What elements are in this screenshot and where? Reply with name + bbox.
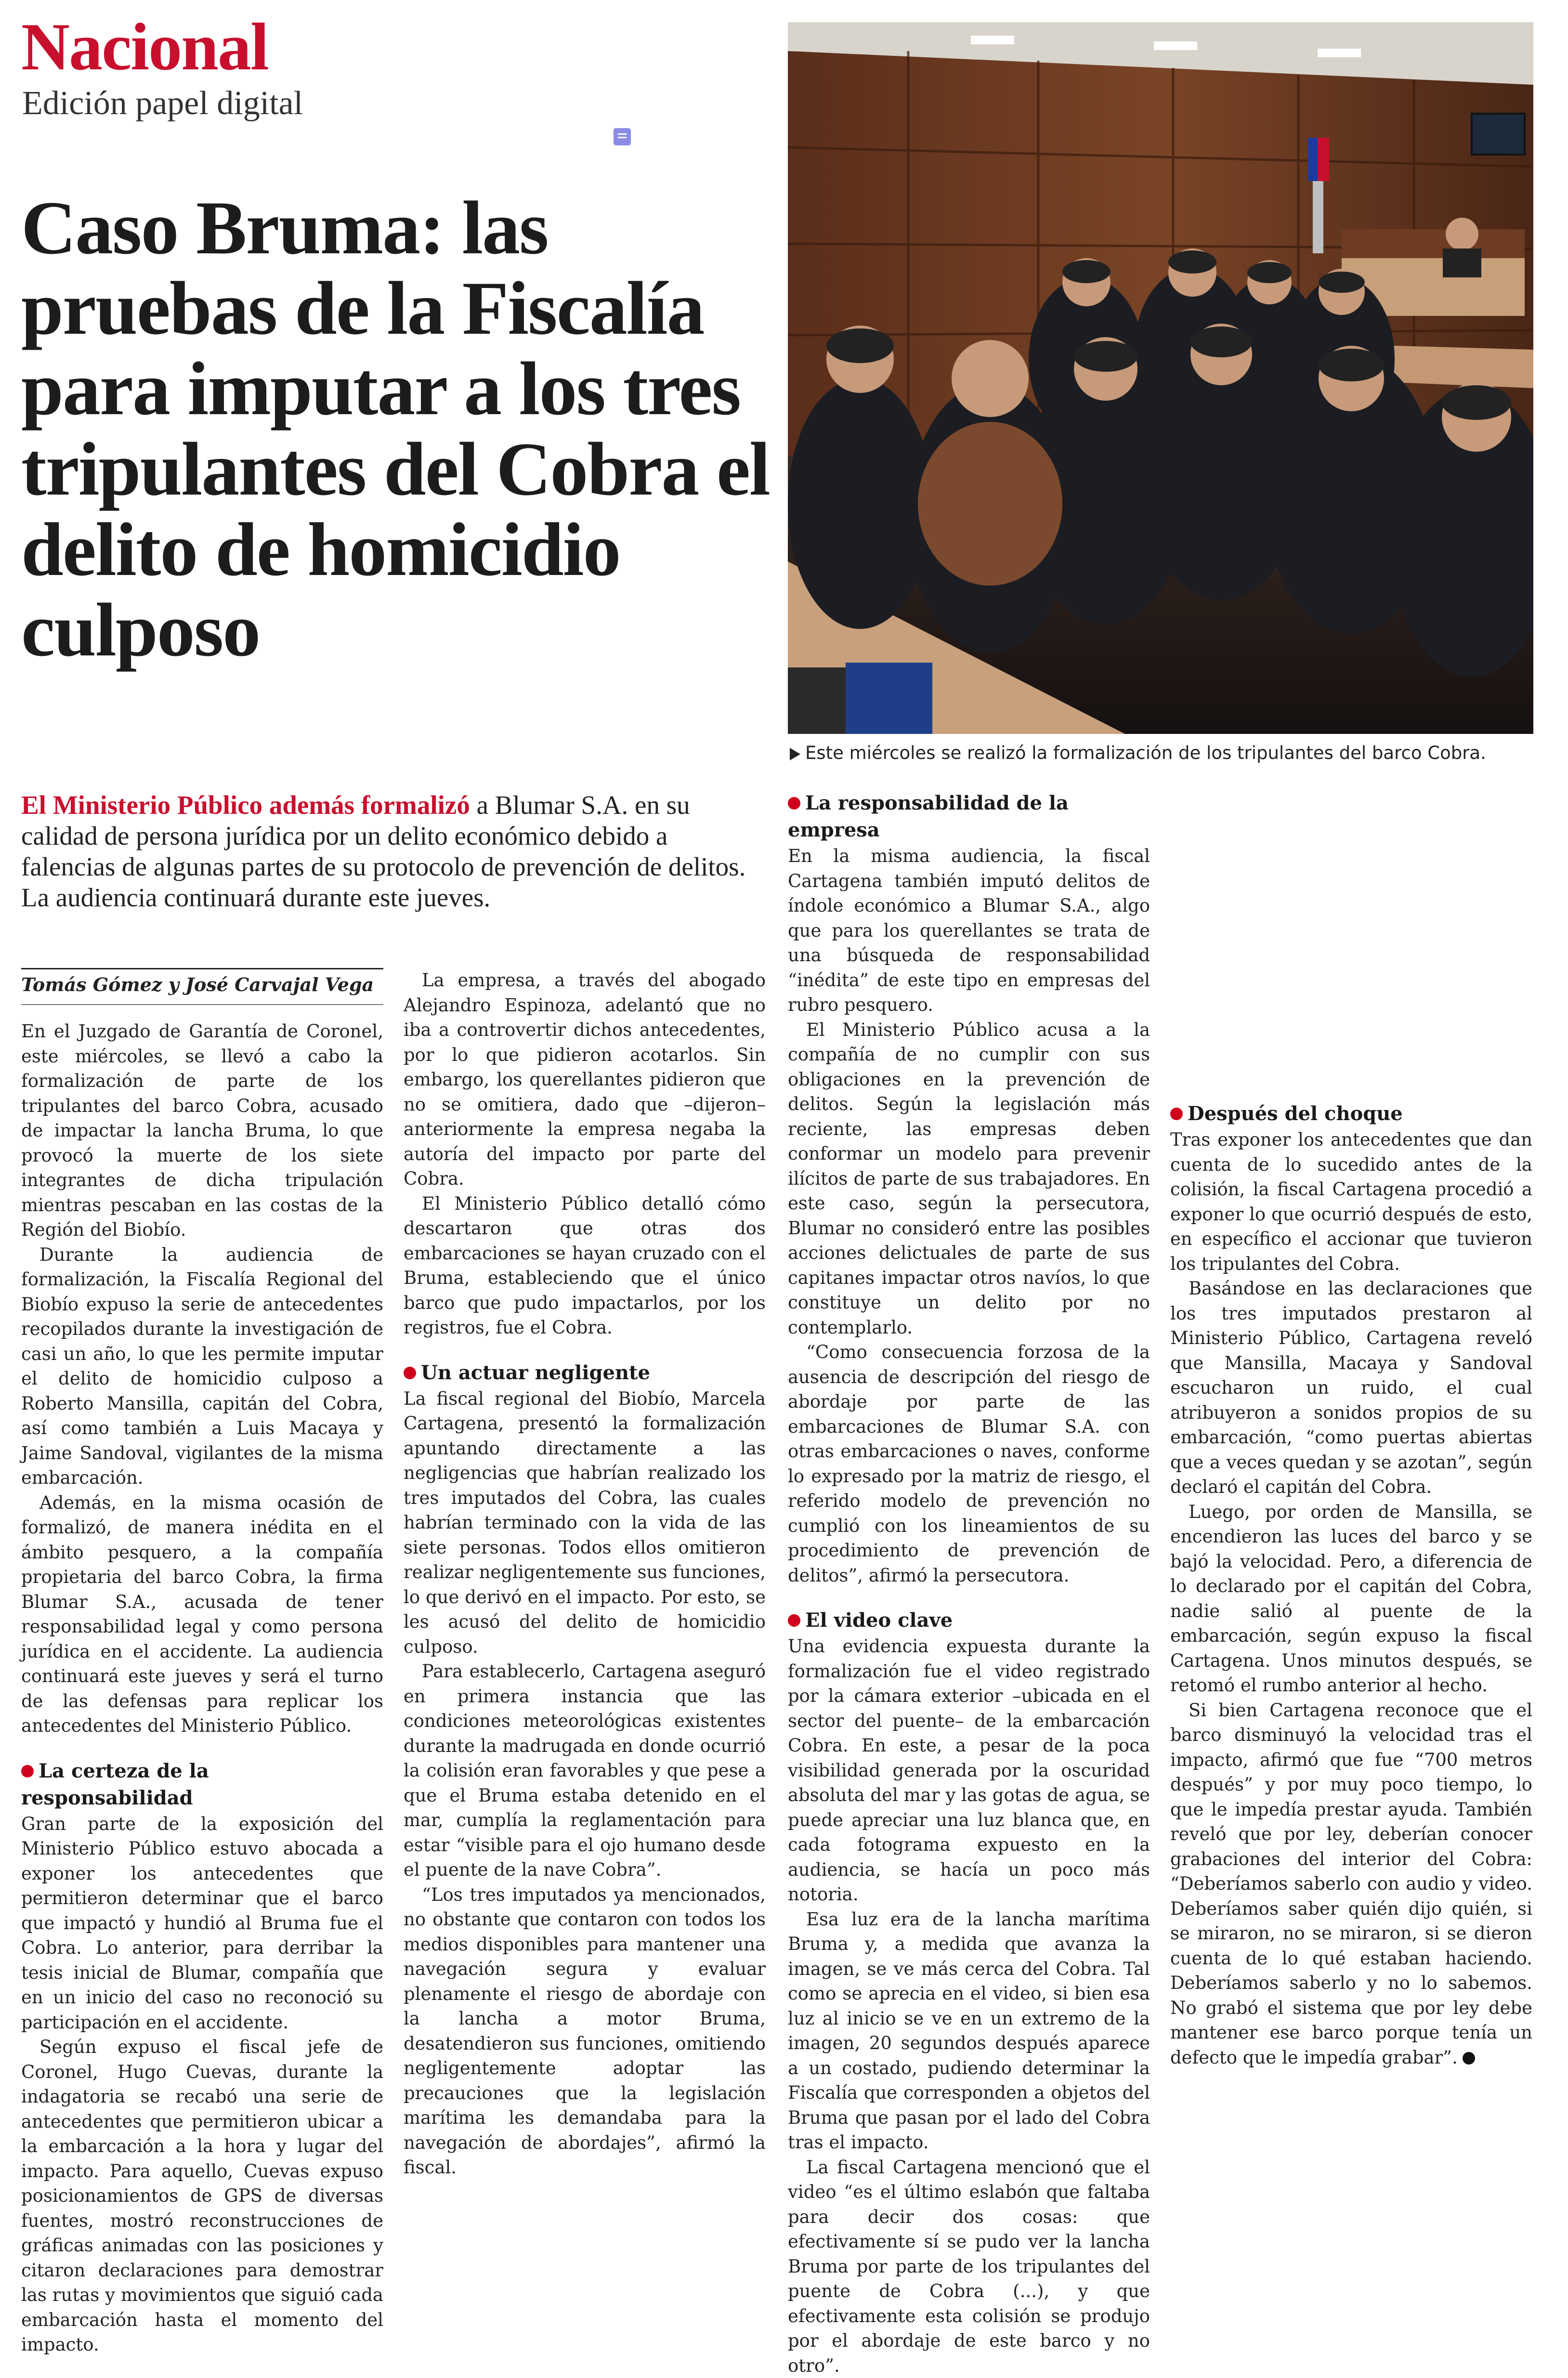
lead-text: a Blumar S.A. en su calidad de persona jurídica por un delito económico debido a falencias de algunas partes de su protocolo de prevención de delitos. La audiencia continuará durante este jueves.	[21, 790, 745, 912]
photo-caption	[790, 742, 1531, 765]
subhead-certeza	[21, 1758, 383, 1812]
body-paragraph: Una evidencia expuesta durante la formalización fue el video registrado por la cámara exterior –ubicada en el sector del puente– de la embarcación Cobra. En este, a pesar de la poca visibilidad generada por la oscuridad absoluta del mar y las gotas de agua, se puede apreciar una luz blanca que, en cada fotograma expuesto en la audiencia, se hacía un poco más notoria.	[788, 1634, 1150, 1907]
body-paragraph: Durante la audiencia de formalización, la Fiscalía Regional del Biobío expuso la serie de antecedentes recopilados durante la investigación de casi un año, lo que les permite imputar el delito de homicidio culposo a Roberto Mansilla, capitán del Cobra, así como también a Luis Macaya y Jaime Sandoval, vigilantes de la misma embarcación.	[21, 1242, 383, 1490]
subhead-label: Un actuar negligente	[421, 1361, 650, 1384]
subhead-negligente	[404, 1359, 766, 1386]
final-paragraph-text: Si bien Cartagena reconoce que el barco disminuyó la velocidad tras el impacto, afirmó que fue “700 metros después” y por muy poco tiempo, lo que le impedía prestar ayuda. También reveló que por ley, deberían conocer grabaciones del interior del Cobra: “Deberíamos saberlo con audio y video. Deberíamos saber quién dijo quién, si se miraron, no se miraron, si se dieron cuenta de lo qué estaban haciendo. Deberíamos saberlo y no lo sabemos. No grabó el sistema que por ley debe mantener ese barco porque tenía un defecto que le impedía grabar”.	[1170, 1700, 1532, 2068]
byline-bottom-rule	[21, 1004, 383, 1005]
subhead-despues	[1170, 1100, 1532, 1127]
byline: Tomás Gómez y José Carvajal Vega	[21, 974, 383, 995]
body-paragraph: Según expuso el fiscal jefe de Coronel, Hugo Cuevas, durante la indagatoria se recabó una serie de antecedentes que permitieron ubicar a la embarcación a la hora y lugar del impacto. Para aquello, Cuevas expuso posicionamientos de GPS de diversas fuentes, mostró reconstrucciones de gráficas animadas con las posiciones y citaron declaraciones para demostrar las rutas y movimientos que siguió cada embarcación hasta el momento del impacto.	[21, 2035, 383, 2357]
body-paragraph: Para establecerlo, Cartagena aseguró en primera instancia que las condiciones meteorológicas existentes durante la madrugada en donde ocurrió la colisión eran favorables y que pese a que el Bruma estaba detenido en el mar, cumplía la reglamentación para estar “visible para el ojo humano desde el puente de la nave Cobra”.	[404, 1659, 766, 1882]
body-paragraph: La fiscal Cartagena mencionó que el video “es el último eslabón que faltaba para decir dos cosas: que efectivamente sí se pudo ver la lancha Bruma por parte de los tripulantes del puente de Cobra (...), y que efectivamente esta colisión se produjo por el abordaje de este barco y no otro”.	[788, 2155, 1150, 2378]
subhead-label: La responsabilidad de la empresa	[788, 792, 1069, 841]
lead-highlight: El Ministerio Público además formalizó	[21, 790, 470, 820]
column-2	[404, 968, 766, 2180]
section-title: Nacional	[21, 13, 268, 81]
courtroom-photo	[788, 22, 1533, 734]
body-paragraph: En el Juzgado de Garantía de Coronel, este miércoles, se llevó a cabo la formalización de parte de los tripulantes del barco Cobra, acusado de impactar la lancha Bruma, lo que provocó la muerte de los siete integrantes de dicha tripulación mientras pescaban en las costas de la Región del Biobío.	[21, 1019, 383, 1242]
body-paragraph	[1170, 1698, 1532, 2070]
column-4	[1170, 1100, 1532, 2070]
body-paragraph: La fiscal regional del Biobío, Marcela Cartagena, presentó la formalización apuntando directamente a las negligencias que habrían realizado los tres imputados del Cobra, las cuales habrían terminado con la vida de las siete personas. Todos ellos omitieron realizar negligentemente sus funciones, lo que derivó en el impacto. Por esto, se les acusó del delito de homicidio culposo.	[404, 1386, 766, 1659]
body-paragraph: Además, en la misma ocasión de formalizó, de manera inédita en el ámbito pesquero, a la compañía propietaria del barco Cobra, la firma Blumar S.A., acusada de tener responsabilidad legal y como persona jurídica en el accidente. La audiencia continuará este jueves y será el turno de las defensas para replicar los antecedentes del Ministerio Público.	[21, 1490, 383, 1738]
body-paragraph: Basándose en las declaraciones que los tres imputados prestaron al Ministerio Público, Cartagena reveló que Mansilla, Macaya y Sandoval escucharon un ruido, el cual atribuyeron a sonidos propios de su embarcación, “como puertas abiertas que a veces quedan y se azotan”, según declaró el capitán del Cobra.	[1170, 1276, 1532, 1500]
body-paragraph: “Como consecuencia forzosa de la ausencia de descripción del riesgo de abordaje por parte de las embarcaciones de Blumar S.A. con otras embarcaciones o naves, conforme lo expresado por la matriz de riesgo, el referido modelo de prevención no cumplió con los lineamientos de su procedimiento de prevención de delitos”, afirmó la persecutora.	[788, 1340, 1150, 1588]
body-paragraph: El Ministerio Público acusa a la compañía de no cumplir con sus obligaciones en la prevención de delitos. Según la legislación más reciente, las empresas deben conformar un modelo para prevenir ilícitos de parte de sus trabajadores. En este caso, según la persecutora, Blumar no consideró entre las posibles acciones delictuales de parte de sus capitanes impactar otros navíos, lo que constituye un delito por no contemplarlo.	[788, 1018, 1150, 1340]
caption-arrow-icon	[790, 748, 800, 760]
subhead-empresa	[788, 790, 1150, 844]
note-icon[interactable]	[614, 128, 631, 145]
column-1	[21, 1019, 383, 2357]
red-bullet-icon	[21, 1765, 34, 1777]
red-bullet-icon	[404, 1367, 416, 1379]
body-paragraph: Esa luz era de la lancha marítima Bruma y, a medida que avanza la imagen, se ve más cerca del Cobra. Tal como se aprecia en el video, si bien esa luz al inicio se ve en un extremo de la imagen, 20 segundos después aparece a un costado, pudiendo determinar la Fiscalía que corresponden a objetos del Bruma que pasan por el lado del Cobra tras el impacto.	[788, 1907, 1150, 2155]
lead-paragraph	[21, 790, 763, 913]
body-paragraph: El Ministerio Público detalló cómo descartaron que otras dos embarcaciones se hayan cruzado con el Bruma, estableciendo que el único barco que pudo impactarlos, por los registros, fue el Cobra.	[404, 1191, 766, 1340]
body-paragraph: “Los tres imputados ya mencionados, no obstante que contaron con todos los medios disponibles para mantener una navegación segura y evaluar plenamente el riesgo de abordaje con la lancha a motor Bruma, desatendieron sus funciones, omitiendo negligentemente adoptar las precauciones que la legislación marítima les demandaba para la navegación de abordajes”, afirmó la fiscal.	[404, 1882, 766, 2180]
byline-top-rule	[21, 968, 383, 969]
headline: Caso Bruma: las pruebas de la Fiscalía para imputar a los tres tripulantes del Cobra el delito de homicidio culposo	[21, 188, 772, 670]
edition-label: Edición papel digital	[22, 87, 303, 120]
body-paragraph: Gran parte de la exposición del Ministerio Público estuvo abocada a exponer los antecedentes que permitieron determinar que el barco que impactó y hundió al Bruma fue el Cobra. Lo anterior, para derribar la tesis inicial de Blumar, compañía que en un inicio del caso no reconoció su participación en el accidente.	[21, 1812, 383, 2035]
subhead-label: La certeza de la responsabilidad	[21, 1760, 209, 1809]
red-bullet-icon	[788, 797, 800, 810]
red-bullet-icon	[1170, 1108, 1183, 1120]
subhead-video	[788, 1607, 1150, 1634]
subhead-label: El video clave	[805, 1609, 953, 1632]
subhead-label: Después del choque	[1188, 1102, 1403, 1125]
body-paragraph: Tras exponer los antecedentes que dan cuenta de lo sucedido antes de la colisión, la fiscal Cartagena procedió a exponer lo que ocurrió después de esto, en específico el accionar que tuvieron los tripulantes del Cobra.	[1170, 1127, 1532, 1276]
body-paragraph: Luego, por orden de Mansilla, se encendieron las luces del barco y se bajó la velocidad. Pero, a diferencia de lo declarado por el capitán del Cobra, nadie salió al puente de la embarcación, según expuso la fiscal Cartagena. Unos minutos después, se retomó el rumbo anterior al hecho.	[1170, 1500, 1532, 1698]
red-bullet-icon	[788, 1614, 800, 1627]
caption-text: Este miércoles se realizó la formalización de los tripulantes del barco Cobra.	[805, 743, 1486, 763]
column-3	[788, 790, 1150, 2378]
body-paragraph: En la misma audiencia, la fiscal Cartagena también imputó delitos de índole económico a Blumar S.A., algo que para los querellantes se trata de una búsqueda de responsabilidad “inédita” de este tipo en empresas del rubro pesquero.	[788, 844, 1150, 1018]
end-mark-icon	[1463, 2052, 1475, 2064]
body-paragraph: La empresa, a través del abogado Alejandro Espinoza, adelantó que no iba a controvertir dichos antecedentes, por lo que pidieron acotarlos. Sin embargo, los querellantes pidieron que no se omitiera, dado que –dijeron– anteriormente la empresa negaba la autoría del impacto por parte del Cobra.	[404, 968, 766, 1191]
